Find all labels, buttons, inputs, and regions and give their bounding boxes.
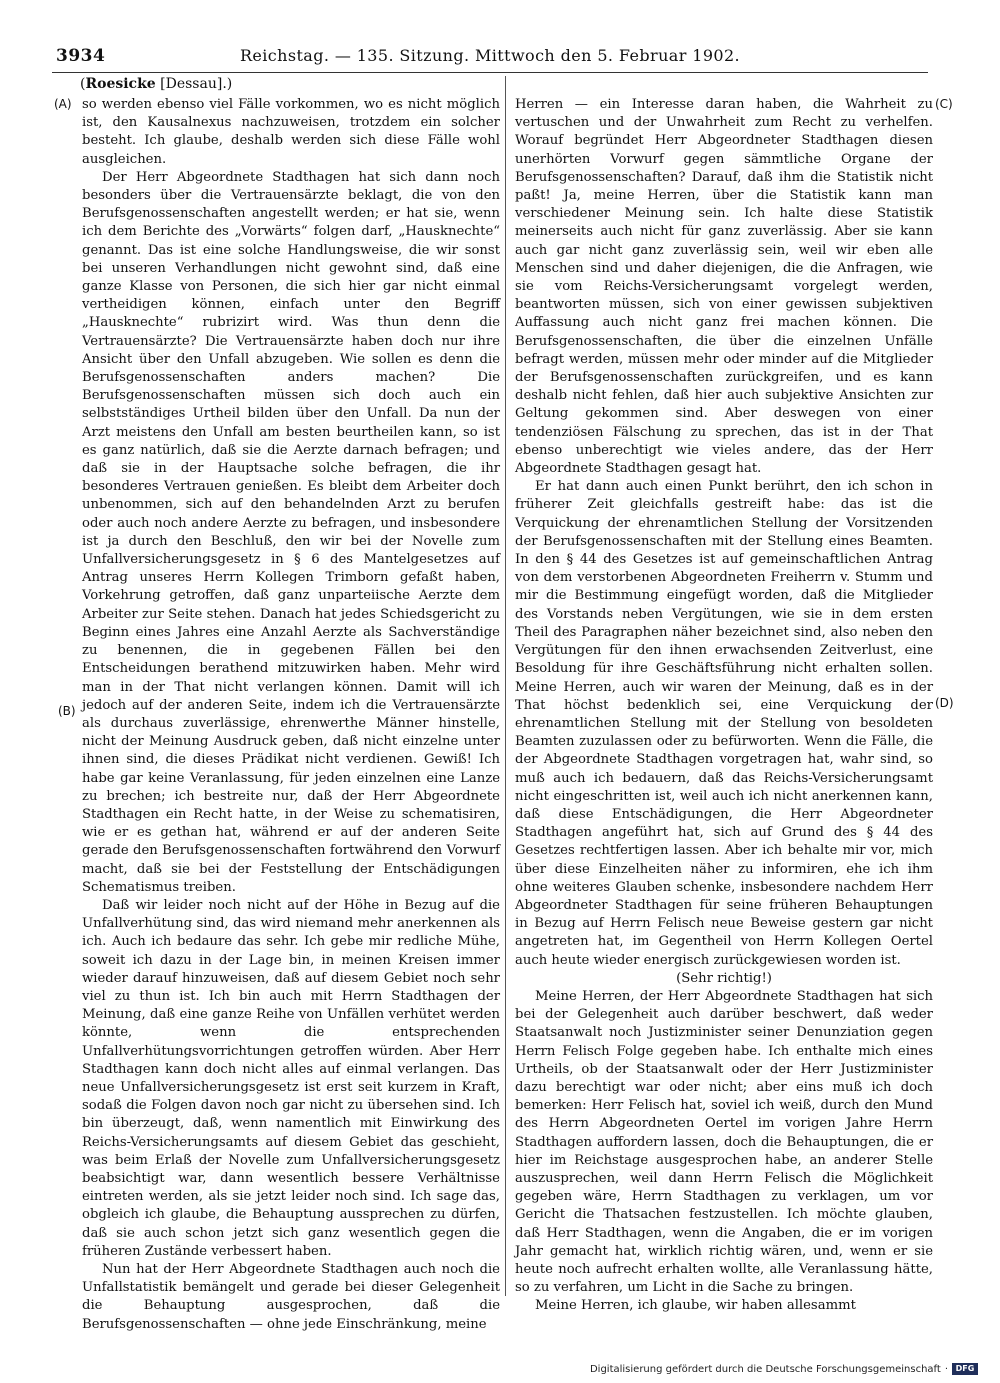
- margin-marker-b: (B): [58, 704, 76, 718]
- column-divider: [505, 76, 506, 1296]
- speaker-line: (Roesicke [Dessau].): [80, 76, 233, 92]
- page-header: [52, 44, 928, 70]
- paragraph: Meine Herren, ich glaube, wir haben allesammt: [535, 1298, 856, 1314]
- speaker-constituency: [Dessau]: [160, 76, 223, 92]
- paragraph: Herren — ein Interesse daran haben, die Wahrheit zu vertuschen und der Unwahrheit zum Recht zu verhelfen. Worauf begründet Herr Abgeordneter Stadthagen diesen unerhörten Vorwurf gegen sämmtliche Organe der Berufsgenossenschaften? Darauf, daß ihm die Statistik nicht paßt! Ja, meine Herren, über die Statistik kann man verschiedener Meinung sein. Ich halte diese Statistik meinerseits auch nicht für ganz zuverlässig. Aber sie kann auch gar nicht ganz zuverlässig sein, weil wir eben alle Menschen sind und daher diejenigen, die die Anfragen, wie sie vom Reichs-Versicherungsamt vorgelegt werden, beantworten müssen, sich von einer gewissen subjektiven Auffassung auch nicht ganz frei machen können. Die Berufsgenossenschaften, die über die einzelnen Unfälle befragt werden, müssen mehr oder minder auf die Mitglieder der Berufsgenossenschaften zurückgreifen, und es kann deshalb nicht fehlen, daß hier auch subjektive Ansichten zur Geltung gekommen sind. Aber deswegen von einer tendenziösen Fälschung zu sprechen, das ist in der That ebenso unberechtigt wie vieles andere, das der Herr Abgeordnete Stadthagen gesagt hat.: [515, 97, 933, 477]
- paragraph: Der Herr Abgeordnete Stadthagen hat sich dann noch besonders über die Vertrauensärzte beklagt, die von den Berufsgenossenschaften angestellt werden; er hat sie, wenn ich dem Berichte des „Vorwärts“ folgen darf, „Hausknechte“ genannt. Das ist eine solche Handlungsweise, die wir sonst bei unseren Verhandlungen nicht gewohnt sind, daß eine ganze Klasse von Personen, die sich hier gar nicht einmal vertheidigen können, einfach unter den Begriff „Hausknechte“ rubrizirt wird. Was thun denn die Vertrauensärzte? Die Vertrauensärzte haben doch nur ihre Ansicht über den Unfall abzugeben. Wie sollen es denn die Berufsgenossenschaften anders machen? Die Berufsgenossenschaften müssen sich doch auch ein selbstständiges Urtheil bilden über den Unfall. Da nun der Arzt meistens den Unfall am besten beurtheilen kann, so ist es ganz natürlich, daß sie die Aerzte darnach befragen; und daß sie in der Hauptsache solche befragen, die ihr besonderes Vertrauen genießen. Es bleibt dem Arbeiter doch unbenommen, sich auf den behandelnden Arzt zu berufen oder auch noch andere Aerzte zu befragen, und insbesondere ist ja durch den Beschluß, den wir bei der Novelle zum Unfallversicherungsgesetz in § 6 des Mantelgesetzes auf Antrag unseres Herrn Kollegen Trimborn gefaßt haben, Vorkehrung getroffen, daß ganz unparteiische Aerzte dem Arbeiter zur Seite stehen. Danach hat jedes Schiedsgericht zu Beginn eines Jahres eine Anzahl Aerzte als Sachverständige zu benennen, die in gegebenen Fällen bei den Entscheidungen berathend mitzuwirken haben. Mehr wird man in der That nicht verlangen können. Damit will ich jedoch auf der anderen Seite, indem ich die Vertrauensärzte als durchaus zuverlässige, ehrenwerthe Männer hinstelle, nicht der Meinung Ausdruck geben, daß nicht einzelne unter ihnen sind, die dieses Prädikat nicht verdienen. Gewiß! Ich habe gar keine Veranlassung, für jeden einzelnen eine Lanze zu brechen; ich bestreite nur, daß der Herr Abgeordnete Stadthagen ein Recht hatte, in der Weise zu schematisiren, wie er es gethan hat, während er auf der anderen Seite gerade den Berufsgenossenschaften fortwährend den Vorwurf macht, daß sie bei der Feststellung der Entschädigungen Schematismus treiben.: [82, 169, 500, 895]
- speaker-name: Roesicke: [85, 76, 156, 92]
- footer: Digitalisierung gefördert durch die Deutsche Forschungsgemeinschaft · DFG: [590, 1363, 978, 1375]
- dfg-logo-icon: DFG: [952, 1363, 978, 1375]
- interjection: (Sehr richtig!): [676, 970, 772, 986]
- left-column: [82, 96, 500, 1334]
- margin-marker-d: (D): [935, 696, 954, 710]
- paragraph: Daß wir leider noch nicht auf der Höhe in Bezug auf die Unfallverhütung sind, das wird niemand mehr anerkennen als ich. Auch ich bedaure das sehr. Ich gebe mir redliche Mühe, soweit ich dazu in der Lage bin, in meinen Kreisen immer wieder darauf hinzuweisen, daß auf diesem Gebiet noch sehr viel zu thun ist. Ich bin auch mit Herrn Stadthagen der Meinung, daß eine ganze Reihe von Unfällen verhütet werden könnte, wenn die entsprechenden Unfallverhütungsvorrichtungen getroffen würden. Aber Herr Stadthagen kann doch nicht alles auf einmal verlangen. Das neue Unfallversicherungsgesetz ist erst seit kurzem in Kraft, sodaß die Folgen davon noch gar nicht zu übersehen sind. Ich bin überzeugt, daß, wenn namentlich mit Einwirkung des Reichs-Versicherungsamts auf diesem Gebiet das geschieht, was beim Erlaß der Novelle zum Unfallversicherungsgesetz beabsichtigt war, dann wesentlich bessere Verhältnisse eintreten werden, als sie jetzt leider noch sind. Ich sage das, obgleich ich glaube, die Behauptung aussprechen zu dürfen, daß sie auch schon jetzt sich ganz wesentlich gegen die früheren Zustände verbessert haben.: [82, 897, 500, 1259]
- header-rule: [52, 72, 928, 73]
- paragraph: so werden ebenso viel Fälle vorkommen, wo es nicht möglich ist, den Kausalnexus nachzuweisen, trotzdem ein solcher besteht. Ich glaube, deshalb werden sich diese Fälle wohl ausgleichen.: [82, 97, 500, 167]
- paragraph: Er hat dann auch einen Punkt berührt, den ich schon in früherer Zeit gleichfalls gestreift habe: das ist die Verquickung der ehrenamtlichen Stellung der Vorsitzenden der Berufsgenossenschaften mit der Stellung eines Beamten. In den § 44 des Gesetzes ist auf gemeinschaftlichen Antrag von dem verstorbenen Abgeordneten Freiherrn v. Stumm und mir die Bestimmung eingefügt worden, daß die Mitglieder des Vorstands neben Vergütungen, wie sie in dem ersten Theil des Paragraphen näher bezeichnet sind, also neben den Vergütungen für den ihnen erwachsenden Zeitverlust, eine Besoldung für ihre Geschäftsführung nicht erhalten sollen. Meine Herren, auch wir waren der Meinung, daß es in der That höchst bedenklich sei, eine Verquickung der ehrenamtlichen Stellung mit der Stellung von besoldeten Beamten zuzulassen oder zu befürworten. Wenn die Fälle, die der Abgeordnete Stadthagen vorgetragen hat, wahr sind, so muß auch ich bedauern, daß das Reichs-Versicherungsamt nicht eingeschritten ist, weil auch ich nicht anerkennen kann, daß diese Entschädigungen, die Herr Abgeordneter Stadthagen angeführt hat, sich auf Grund des § 44 des Gesetzes rechtfertigen lassen. Aber ich behalte mir vor, mich über diese Einzelheiten näher zu informiren, ehe ich ihm ohne weiteres Glauben schenke, insbesondere nachdem Herr Abgeordneter Stadthagen für seine früheren Behauptungen in Bezug auf Herrn Felisch neue Beweise gestern gar nicht angetreten hat, im Gegentheil von Herrn Kollegen Oertel auch heute wieder energisch zurückgewiesen worden ist.: [515, 479, 933, 968]
- footer-text: Digitalisierung gefördert durch die Deutsche Forschungsgemeinschaft: [589, 1363, 941, 1375]
- running-title: Reichstag. — 135. Sitzung. Mittwoch den 5. Februar 1902.: [239, 46, 741, 65]
- margin-marker-c: (C): [935, 97, 953, 111]
- right-column: [515, 96, 933, 1316]
- paragraph: Nun hat der Herr Abgeordnete Stadthagen auch noch die Unfallstatistik bemängelt und gerade bei dieser Gelegenheit die Behauptung ausgesprochen, daß die Berufsgenossenschaften — ohne jede Einschränkung, meine: [82, 1262, 500, 1332]
- margin-marker-a: (A): [54, 97, 72, 111]
- paragraph: Meine Herren, der Herr Abgeordnete Stadthagen hat sich bei der Gelegenheit auch darüber beschwert, daß weder Staatsanwalt noch Justizminister seiner Denunziation gegen Herrn Felisch Folge gegeben habe. Ich enthalte mich eines Urtheils, ob der Staatsanwalt oder der Herr Justizminister dazu berechtigt war oder nicht; aber eins muß ich doch bemerken: Herr Felisch hat, soviel ich weiß, durch den Mund des Herrn Abgeordneten Oertel im vorigen Jahre Herrn Stadthagen auffordern lassen, doch die Behauptungen, die er hier im Reichstage ausgesprochen habe, an anderer Stelle auszusprechen, weil dann Herrn Felisch die Möglichkeit gegeben wäre, Herrn Stadthagen zu verklagen, um vor Gericht die Thatsachen festzustellen. Ich möchte glauben, daß Herr Stadthagen, wenn die Angaben, die er im vorigen Jahr gemacht hat, wirklich richtig wären, und, wenn er sie heute noch aufrecht erhalten wollte, alle Veranlassung hätte, so zu verfahren, um Licht in die Sache zu bringen.: [515, 988, 933, 1296]
- page-number: 3934: [56, 46, 106, 66]
